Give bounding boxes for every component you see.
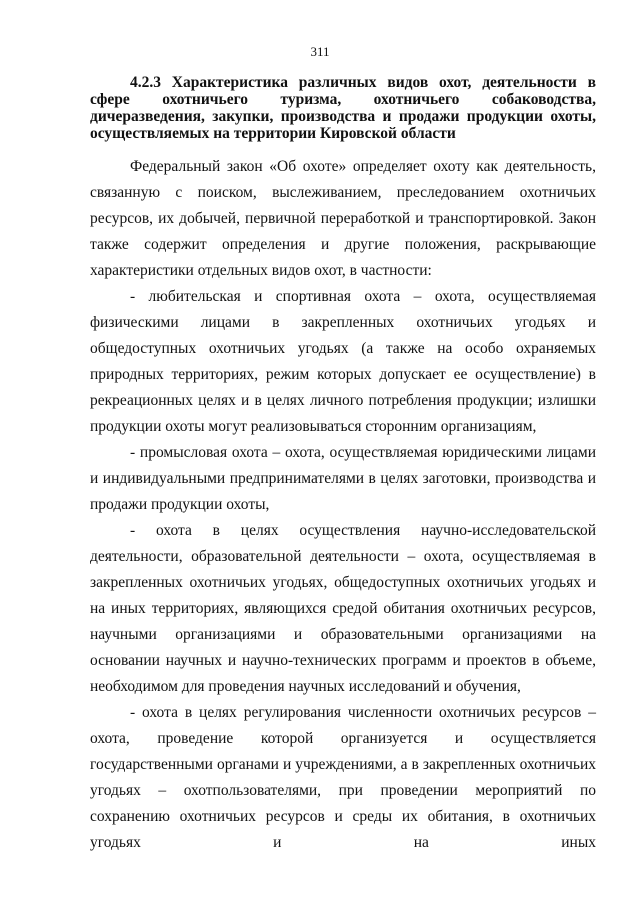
- paragraph-research-hunting: - охота в целях осуществления научно-исследовательской деятельности, образовательной деятельности – охота, осуществляемая в закрепленных охотничьих угодьях, общедоступных охотничьих угодьях и на иных территориях, являющихся средой обитания охотничьих ресурсов, научными организациями и образовательными организациями на основании научных и научно-технических программ и проектов в объеме, необходимом для проведения научных исследований и обучения,: [90, 522, 596, 695]
- section-heading: [90, 74, 596, 142]
- page-number: 311: [310, 44, 330, 59]
- paragraph-commercial-hunting: - промысловая охота – охота, осуществляемая юридическими лицами и индивидуальными предпринимателями в целях заготовки, производства и продажи продукции охоты,: [90, 444, 596, 513]
- paragraph-intro: Федеральный закон «Об охоте» определяет охоту как деятельность, связанную с поиском, выслеживанием, преследованием охотничьих ресурсов, их добычей, первичной переработкой и транспортировкой. Закон также содержит определения и другие положения, раскрывающие характеристики отдельных видов охот, в частности:: [90, 158, 596, 279]
- paragraph-regulation-hunting: - охота в целях регулирования численности охотничьих ресурсов – охота, проведение которой организуется и осуществляется государственными органами и учреждениями, а в закрепленных охотничьих угодьях – охотпользователями, при проведении мероприятий по сохранению охотничьих ресурсов и среды их обитания, в охотничьих угодьях и на иных: [90, 704, 596, 851]
- body-text: [90, 154, 596, 856]
- paragraph-amateur-hunting: - любительская и спортивная охота – охота, осуществляемая физическими лицами в закрепленных охотничьих угодьях и общедоступных охотничьих угодьях (а также на особо охраняемых природных территориях, режим которых допускает ее осуществление) в рекреационных целях и в целях личного потребления продукции; излишки продукции охоты могут реализовываться сторонним организациям,: [90, 288, 596, 435]
- section-heading-text: 4.2.3 Характеристика различных видов охот, деятельности в сфере охотничьего туризма, охотничьего собаководства, дичеразведения, закупки, производства и продажи продукции охоты, осуществляемых на территории Кировской области: [90, 74, 596, 142]
